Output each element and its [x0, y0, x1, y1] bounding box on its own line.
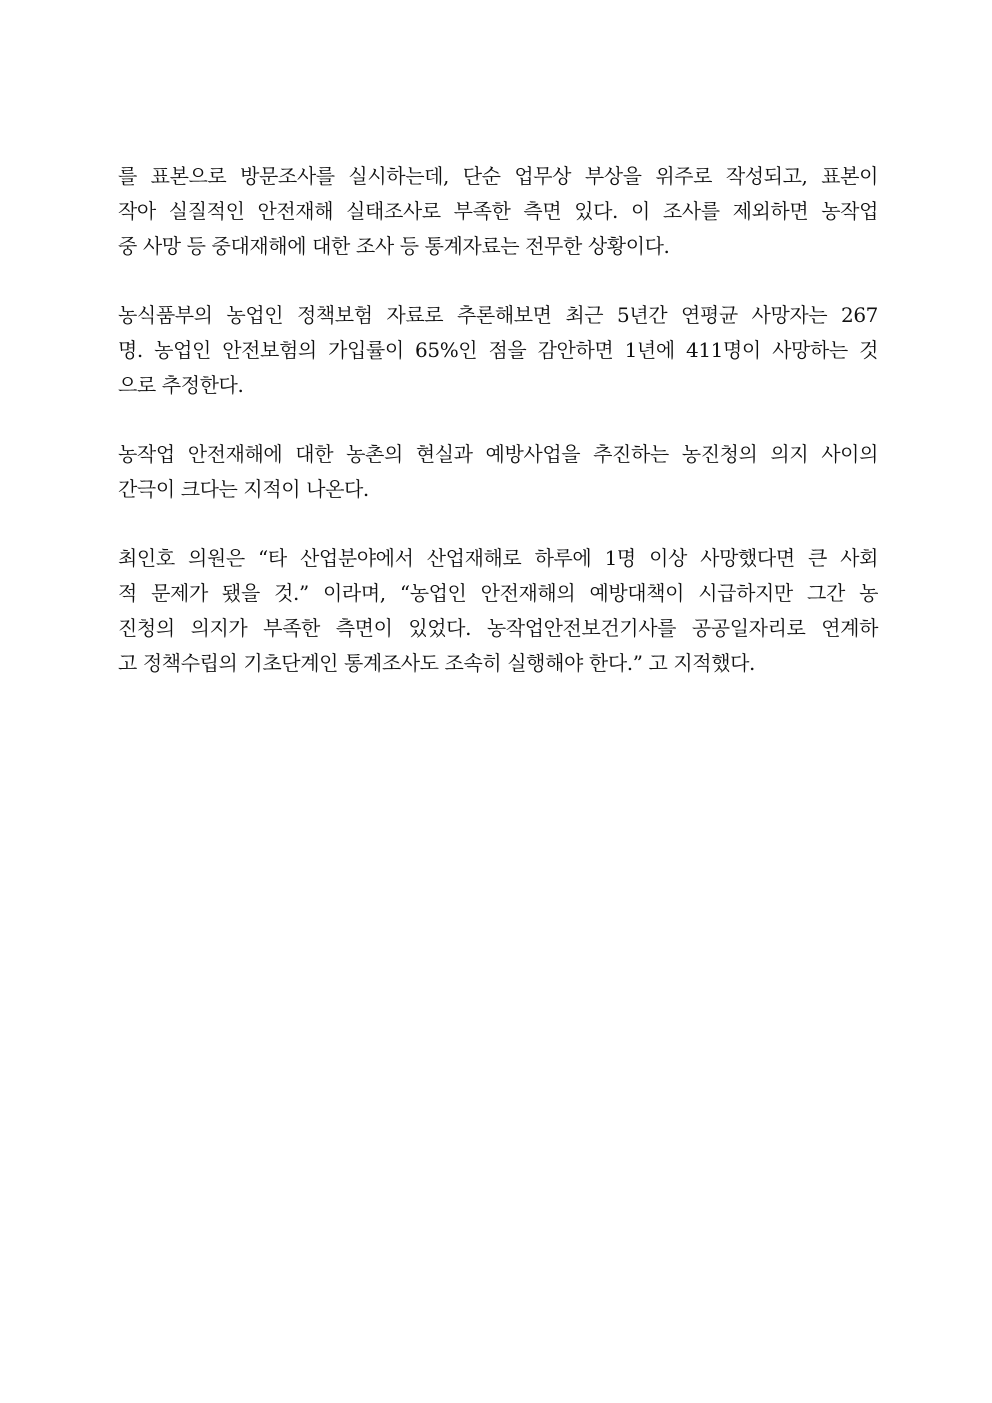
paragraph-gap-criticism: [118, 437, 878, 507]
text-line: 으로 추정한다.: [118, 373, 244, 397]
paragraph-lawmaker-quote: [118, 541, 878, 681]
paragraph-spacer: [118, 264, 878, 298]
article-body: [118, 159, 878, 681]
text-line: 명. 농업인 안전보험의 가입률이 65%인 점을 감안하면 1년에 411명이 사망하는 것: [118, 338, 878, 362]
paragraph-spacer: [118, 403, 878, 437]
text-line: 중 사망 등 중대재해에 대한 조사 등 통계자료는 전무한 상황이다.: [118, 234, 670, 258]
paragraph-survey-limitations: [118, 159, 878, 264]
text-line: 진청의 의지가 부족한 측면이 있었다. 농작업안전보건기사를 공공일자리로 연계하: [118, 616, 878, 640]
paragraph-spacer: [118, 507, 878, 541]
text-line: 농식품부의 농업인 정책보험 자료로 추론해보면 최근 5년간 연평균 사망자는 267: [118, 303, 878, 327]
text-line: 고 정책수립의 기초단계인 통계조사도 조속히 실행해야 한다.” 고 지적했다.: [118, 651, 755, 675]
text-line: 를 표본으로 방문조사를 실시하는데, 단순 업무상 부상을 위주로 작성되고, 표본이: [118, 164, 878, 188]
text-line: 간극이 크다는 지적이 나온다.: [118, 477, 369, 501]
text-line: 작아 실질적인 안전재해 실태조사로 부족한 측면 있다. 이 조사를 제외하면 농작업: [118, 199, 878, 223]
text-line: 최인호 의원은 “타 산업분야에서 산업재해로 하루에 1명 이상 사망했다면 큰 사회: [118, 546, 878, 570]
text-line: 적 문제가 됐을 것.” 이라며, “농업인 안전재해의 예방대책이 시급하지만 그간 농: [118, 581, 878, 605]
text-line: 농작업 안전재해에 대한 농촌의 현실과 예방사업을 추진하는 농진청의 의지 사이의: [118, 442, 878, 466]
paragraph-death-estimate: [118, 298, 878, 403]
